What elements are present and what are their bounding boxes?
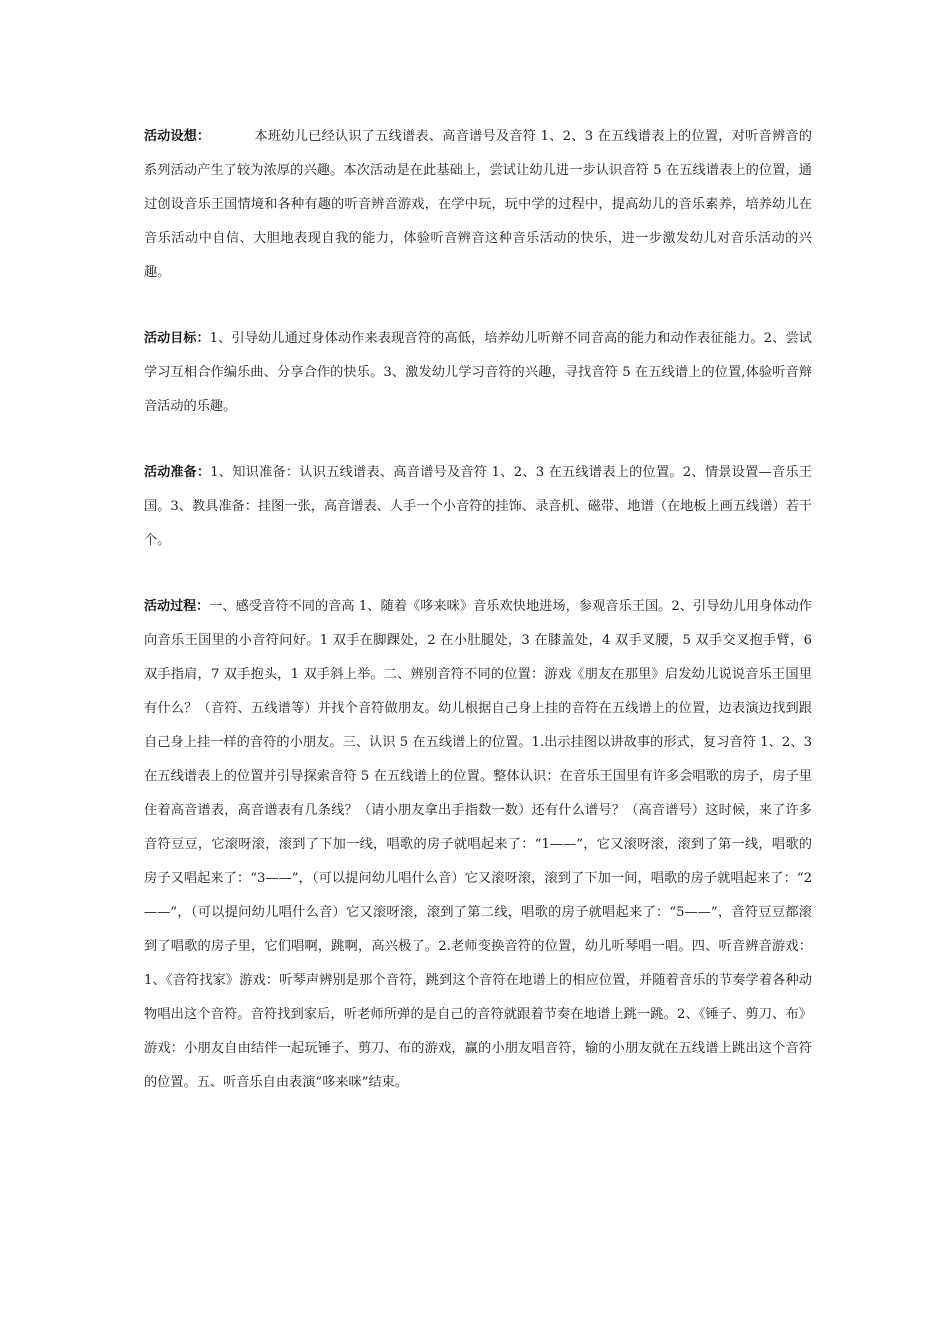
section-label: 活动过程：: [144, 599, 210, 614]
paragraph: [144, 590, 812, 1100]
section-label: 活动准备：: [144, 465, 211, 480]
section-text: 1、引导幼儿通过身体动作来表现音符的高低，培养幼儿听辩不同音高的能力和动作表征能力。2、尝试学习互相合作编乐曲、分享合作的快乐。3、激发幼儿学习音符的兴趣，寻找音符 5 在五线谱上的位置,体验听音辩音活动的乐趣。: [144, 331, 812, 414]
section-label: 活动设想：: [144, 129, 211, 144]
document-body: [144, 120, 812, 1132]
section-text: 1、知识准备：认识五线谱表、高音谱号及音符 1、2、3 在五线谱表上的位置。2、情景设置—音乐王国。3、教具准备：挂图一张，高音谱表、人手一个小音符的挂饰、录音机、磁带、地谱（在地板上画五线谱）若干个。: [144, 465, 812, 548]
section-label: 活动目标：: [144, 331, 210, 346]
section-activity-preparation: [144, 456, 812, 558]
paragraph: [144, 120, 812, 290]
section-activity-goals: [144, 322, 812, 424]
paragraph: [144, 456, 812, 558]
paragraph: [144, 322, 812, 424]
section-activity-process: [144, 590, 812, 1100]
section-text: 本班幼儿已经认识了五线谱表、高音谱号及音符 1、2、3 在五线谱表上的位置，对听音辨音的系列活动产生了较为浓厚的兴趣。本次活动是在此基础上，尝试让幼儿进一步认识音符 5 在五线谱表上的位置，通过创设音乐王国情境和各种有趣的听音辨音游戏，在学中玩，玩中学的过程中，提高幼儿的音乐素养，培养幼儿在音乐活动中自信、大胆地表现自我的能力，体验听音辨音这种音乐活动的快乐，进一步激发幼儿对音乐活动的兴趣。: [144, 129, 812, 280]
section-text: 一、感受音符不同的音高 1、随着《哆来咪》音乐欢快地进场，参观音乐王国。2、引导幼儿用身体动作向音乐王国里的小音符问好。1 双手在脚踝处，2 在小肚腿处，3 在膝盖处，4 双手叉腰，5 双手交叉抱手臂，6 双手指肩，7 双手抱头，1 双手斜上举。二、辨别音符不同的位置：游戏《朋友在那里》启发幼儿说说音乐王国里有什么？（音符、五线谱等）并找个音符做朋友。幼儿根据自己身上挂的音符在五线谱上的位置，边表演边找到跟自己身上挂一样的音符的小朋友。三、认识 5 在五线谱上的位置。1.出示挂图以讲故事的形式，复习音符 1、2、3 在五线谱表上的位置并引导探索音符 5 在五线谱上的位置。整体认识：在音乐王国里有许多会唱歌的房子，房子里住着高音谱表，高音谱表有几条线？（请小朋友拿出手指数一数）还有什么谱号？（高音谱号）这时候，来了许多音符豆豆，它滚呀滚，滚到了下加一线，唱歌的房子就唱起来了：“1——”，它又滚呀滚，滚到了第一线，唱歌的房子又唱起来了：“3——”，（可以提问幼儿唱什么音）它又滚呀滚，滚到了下加一间，唱歌的房子就唱起来了：“2——”，（可以提问幼儿唱什么音）它又滚呀滚，滚到了第二线，唱歌的房子就唱起来了：“5——”，音符豆豆都滚到了唱歌的房子里，它们唱啊，跳啊，高兴极了。2.老师变换音符的位置，幼儿听琴唱一唱。四、听音辨音游戏：1、《音符找家》游戏：听琴声辨别是那个音符，跳到这个音符在地谱上的相应位置，并随着音乐的节奏学着各种动物唱出这个音符。音符找到家后，听老师所弹的是自己的音符就跟着节奏在地谱上跳一跳。2、《锤子、剪刀、布》游戏：小朋友自由结伴一起玩锤子、剪刀、布的游戏，赢的小朋友唱音符，输的小朋友就在五线谱上跳出这个音符的位置。五、听音乐自由表演“哆来咪”结束。: [144, 599, 812, 1090]
section-activity-idea: [144, 120, 812, 290]
